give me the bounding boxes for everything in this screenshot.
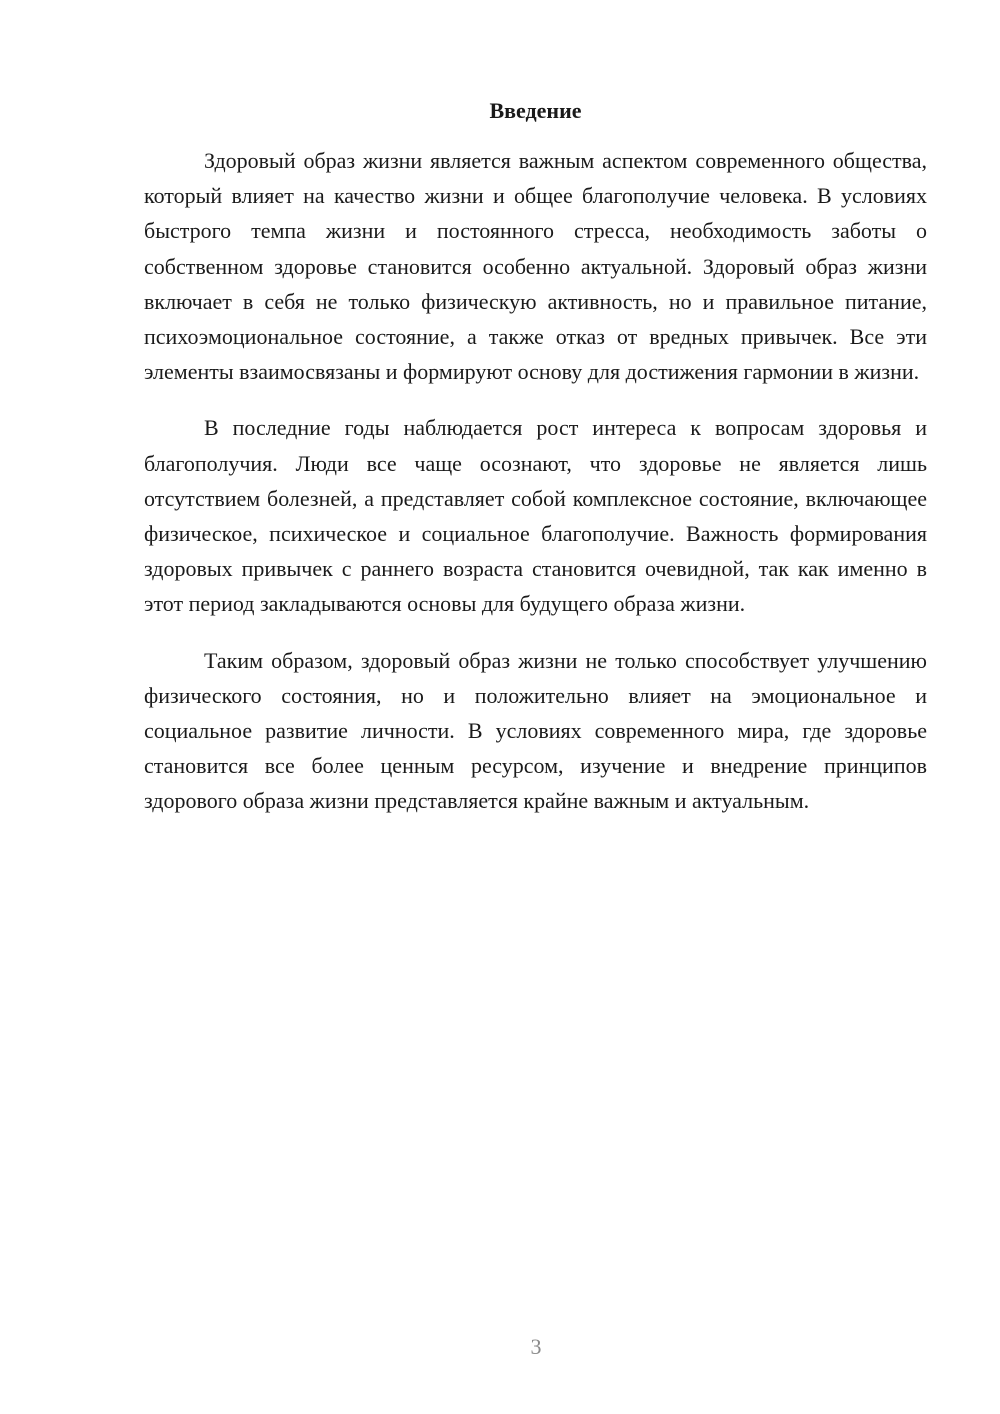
section-heading: Введение <box>489 98 582 123</box>
paragraph-1: Здоровый образ жизни является важным аспектом современного общества, который влияет на качество жизни и общее благополучие человека. В условиях быстрого темпа жизни и постоянного стресса, необходимость заботы о собственном здоровье становится особенно актуальной. Здоровый образ жизни включает в себя не только физическую активность, но и правильное питание, психоэмоциональное состояние, а также отказ от вредных привычек. Все эти элементы взаимосвязаны и формируют основу для достижения гармонии в жизни. <box>144 148 927 385</box>
page-number: 3 <box>530 1334 542 1359</box>
paragraph-2: В последние годы наблюдается рост интереса к вопросам здоровья и благополучия. Люди все чаще осознают, что здоровье не является лишь отсутствием болезней, а представляет собой комплексное состояние, включающее физическое, психическое и социальное благополучие. Важность формирования здоровых привычек с раннего возраста становится очевидной, так как именно в этот период закладываются основы для будущего образа жизни. <box>144 415 927 617</box>
paragraph-3: Таким образом, здоровый образ жизни не только способствует улучшению физического состояния, но и положительно влияет на эмоциональное и социальное развитие личности. В условиях современного мира, где здоровье становится все более ценным ресурсом, изучение и внедрение принципов здорового образа жизни представляется крайне важным и актуальным. <box>144 647 927 814</box>
body-text <box>144 143 927 840</box>
